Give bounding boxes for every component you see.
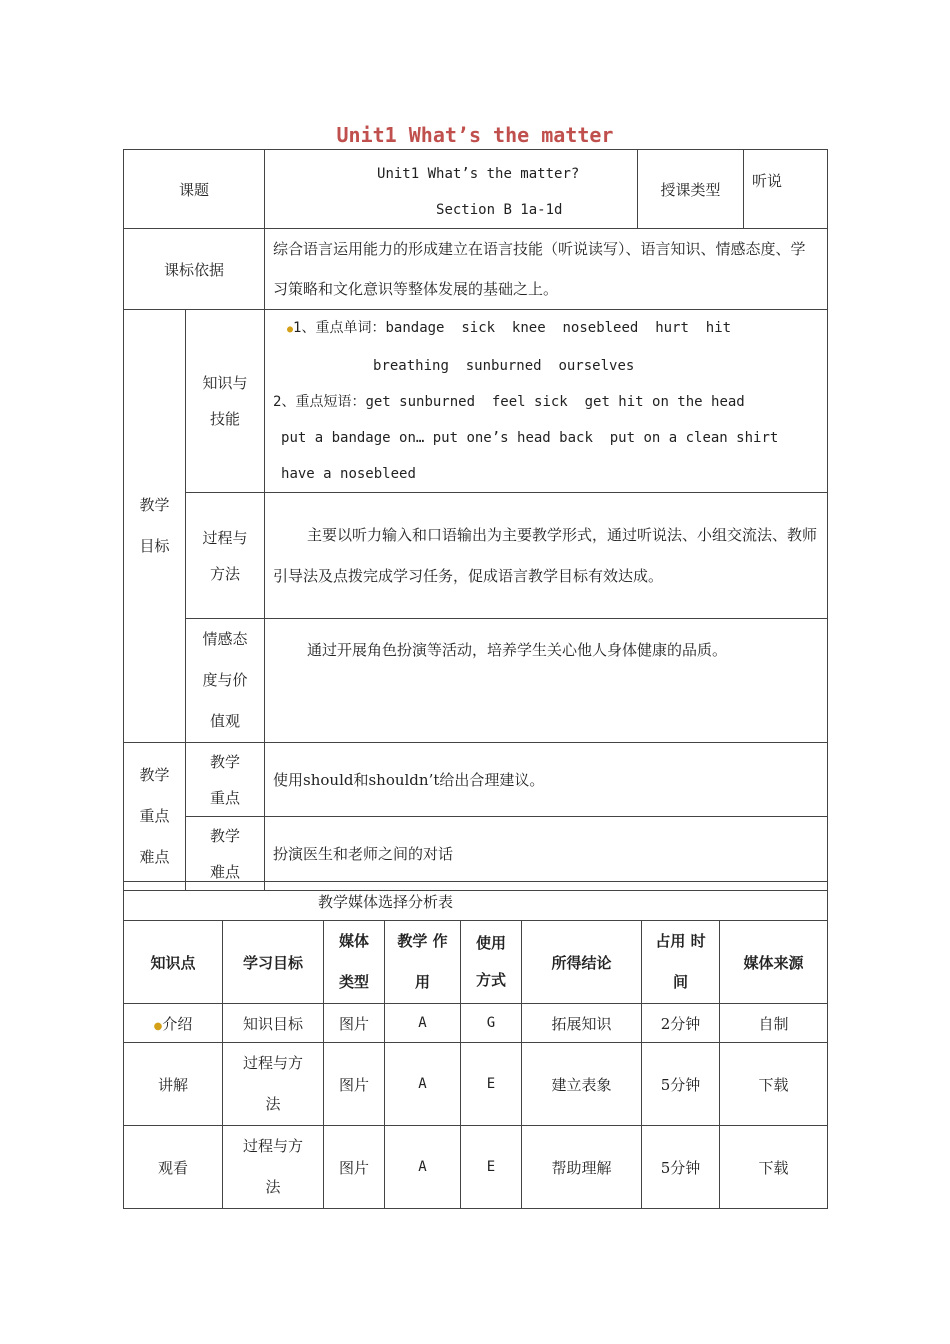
difficulty-row: [124, 817, 828, 891]
cell-media-type: 图片: [324, 1004, 385, 1043]
cell-teaching-role: A: [385, 1126, 461, 1209]
lesson-type-value: 听说: [744, 150, 828, 229]
header-learning-goal: 学习目标: [223, 921, 324, 1004]
topic-line-1: Unit1 What’s the matter?: [377, 166, 580, 182]
media-caption: 教学媒体选择分析表: [124, 882, 828, 921]
document-title: Unit1 What’s the matter: [336, 123, 614, 147]
cell-usage-method: G: [461, 1004, 522, 1043]
emotion-row: [124, 619, 828, 743]
emotion-label: 情感态度与价值观: [186, 619, 265, 743]
cell-knowledge-point: ●介绍: [124, 1004, 223, 1043]
cell-learning-goal: 知识目标: [223, 1004, 324, 1043]
knowledge-label: 知识与技能: [186, 310, 265, 493]
knowledge-content: [265, 310, 828, 493]
header-usage-method: 使用方式: [461, 921, 522, 1004]
process-row: [124, 493, 828, 619]
cell-time-used: 5分钟: [642, 1126, 720, 1209]
cell-usage-method: E: [461, 1126, 522, 1209]
key-phrases-line-3: have a nosebleed: [281, 466, 416, 482]
focus-label: 教学重点: [186, 743, 265, 817]
header-conclusion: 所得结论: [522, 921, 642, 1004]
cell-media-source: 下载: [720, 1126, 828, 1209]
cell-media-type: 图片: [324, 1126, 385, 1209]
difficulty-text: 扮演医生和老师之间的对话: [265, 817, 828, 891]
cell-media-type: 图片: [324, 1043, 385, 1126]
dot-mark: ●: [287, 324, 294, 335]
topic-label: 课题: [124, 150, 265, 229]
key-phrases-line-2: put a bandage on… put one’s head back put on a clean shirt: [281, 430, 779, 446]
lesson-plan-table: [123, 149, 828, 891]
header-knowledge-point: 知识点: [124, 921, 223, 1004]
standard-label: 课标依据: [124, 229, 265, 310]
key-phrases-line-1: 2、重点短语：get sunburned feel sick get hit on the head: [273, 394, 745, 410]
cell-conclusion: 帮助理解: [522, 1126, 642, 1209]
media-row-2: [124, 1043, 828, 1126]
knowledge-row: [124, 310, 828, 493]
media-header-row: [124, 921, 828, 1004]
cell-media-source: 下载: [720, 1043, 828, 1126]
lesson-type-label: 授课类型: [638, 150, 744, 229]
cell-knowledge-point: 讲解: [124, 1043, 223, 1126]
process-label: 过程与方法: [186, 493, 265, 619]
emotion-text: 通过开展角色扮演等活动，培养学生关心他人身体健康的品质。: [265, 619, 828, 743]
standard-row: [124, 229, 828, 310]
header-time-used: 占用 时间: [642, 921, 720, 1004]
difficulty-label: 教学难点: [186, 817, 265, 891]
header-media-type: 媒体类型: [324, 921, 385, 1004]
header-media-source: 媒体来源: [720, 921, 828, 1004]
focus-text: 使用should和shouldn’t给出合理建议。: [265, 743, 828, 817]
key-words-line-2: breathing sunburned ourselves: [373, 358, 635, 374]
media-analysis-table: [123, 881, 828, 1209]
media-row-3: [124, 1126, 828, 1209]
media-row-1: [124, 1004, 828, 1043]
dot-mark: ●: [153, 1020, 163, 1032]
cell-knowledge-point: 观看: [124, 1126, 223, 1209]
cell-learning-goal: 过程与方法: [223, 1126, 324, 1209]
topic-row: [124, 150, 828, 229]
topic-line-2: Section B 1a-1d: [436, 202, 563, 218]
cell-conclusion: 拓展知识: [522, 1004, 642, 1043]
process-text: 主要以听力输入和口语输出为主要教学形式，通过听说法、小组交流法、教师引导法及点拨完成学习任务，促成语言教学目标有效达成。: [265, 493, 828, 619]
cell-time-used: 5分钟: [642, 1043, 720, 1126]
standard-text: 综合语言运用能力的形成建立在语言技能（听说读写）、语言知识、情感态度、学习策略和文化意识等整体发展的基础之上。: [265, 229, 828, 310]
cell-teaching-role: A: [385, 1043, 461, 1126]
cell-teaching-role: A: [385, 1004, 461, 1043]
cell-usage-method: E: [461, 1043, 522, 1126]
cell-media-source: 自制: [720, 1004, 828, 1043]
cell-time-used: 2分钟: [642, 1004, 720, 1043]
topic-value: [265, 150, 638, 229]
media-caption-row: [124, 882, 828, 921]
header-teaching-role: 教学 作用: [385, 921, 461, 1004]
objectives-label: 教学目标: [124, 310, 186, 743]
cell-conclusion: 建立表象: [522, 1043, 642, 1126]
key-words-line-1: ●1、重点单词：bandage sick knee nosebleed hurt hit: [287, 320, 732, 336]
cell-learning-goal: 过程与方法: [223, 1043, 324, 1126]
keypoints-label: 教学重点难点: [124, 743, 186, 891]
focus-row: [124, 743, 828, 817]
